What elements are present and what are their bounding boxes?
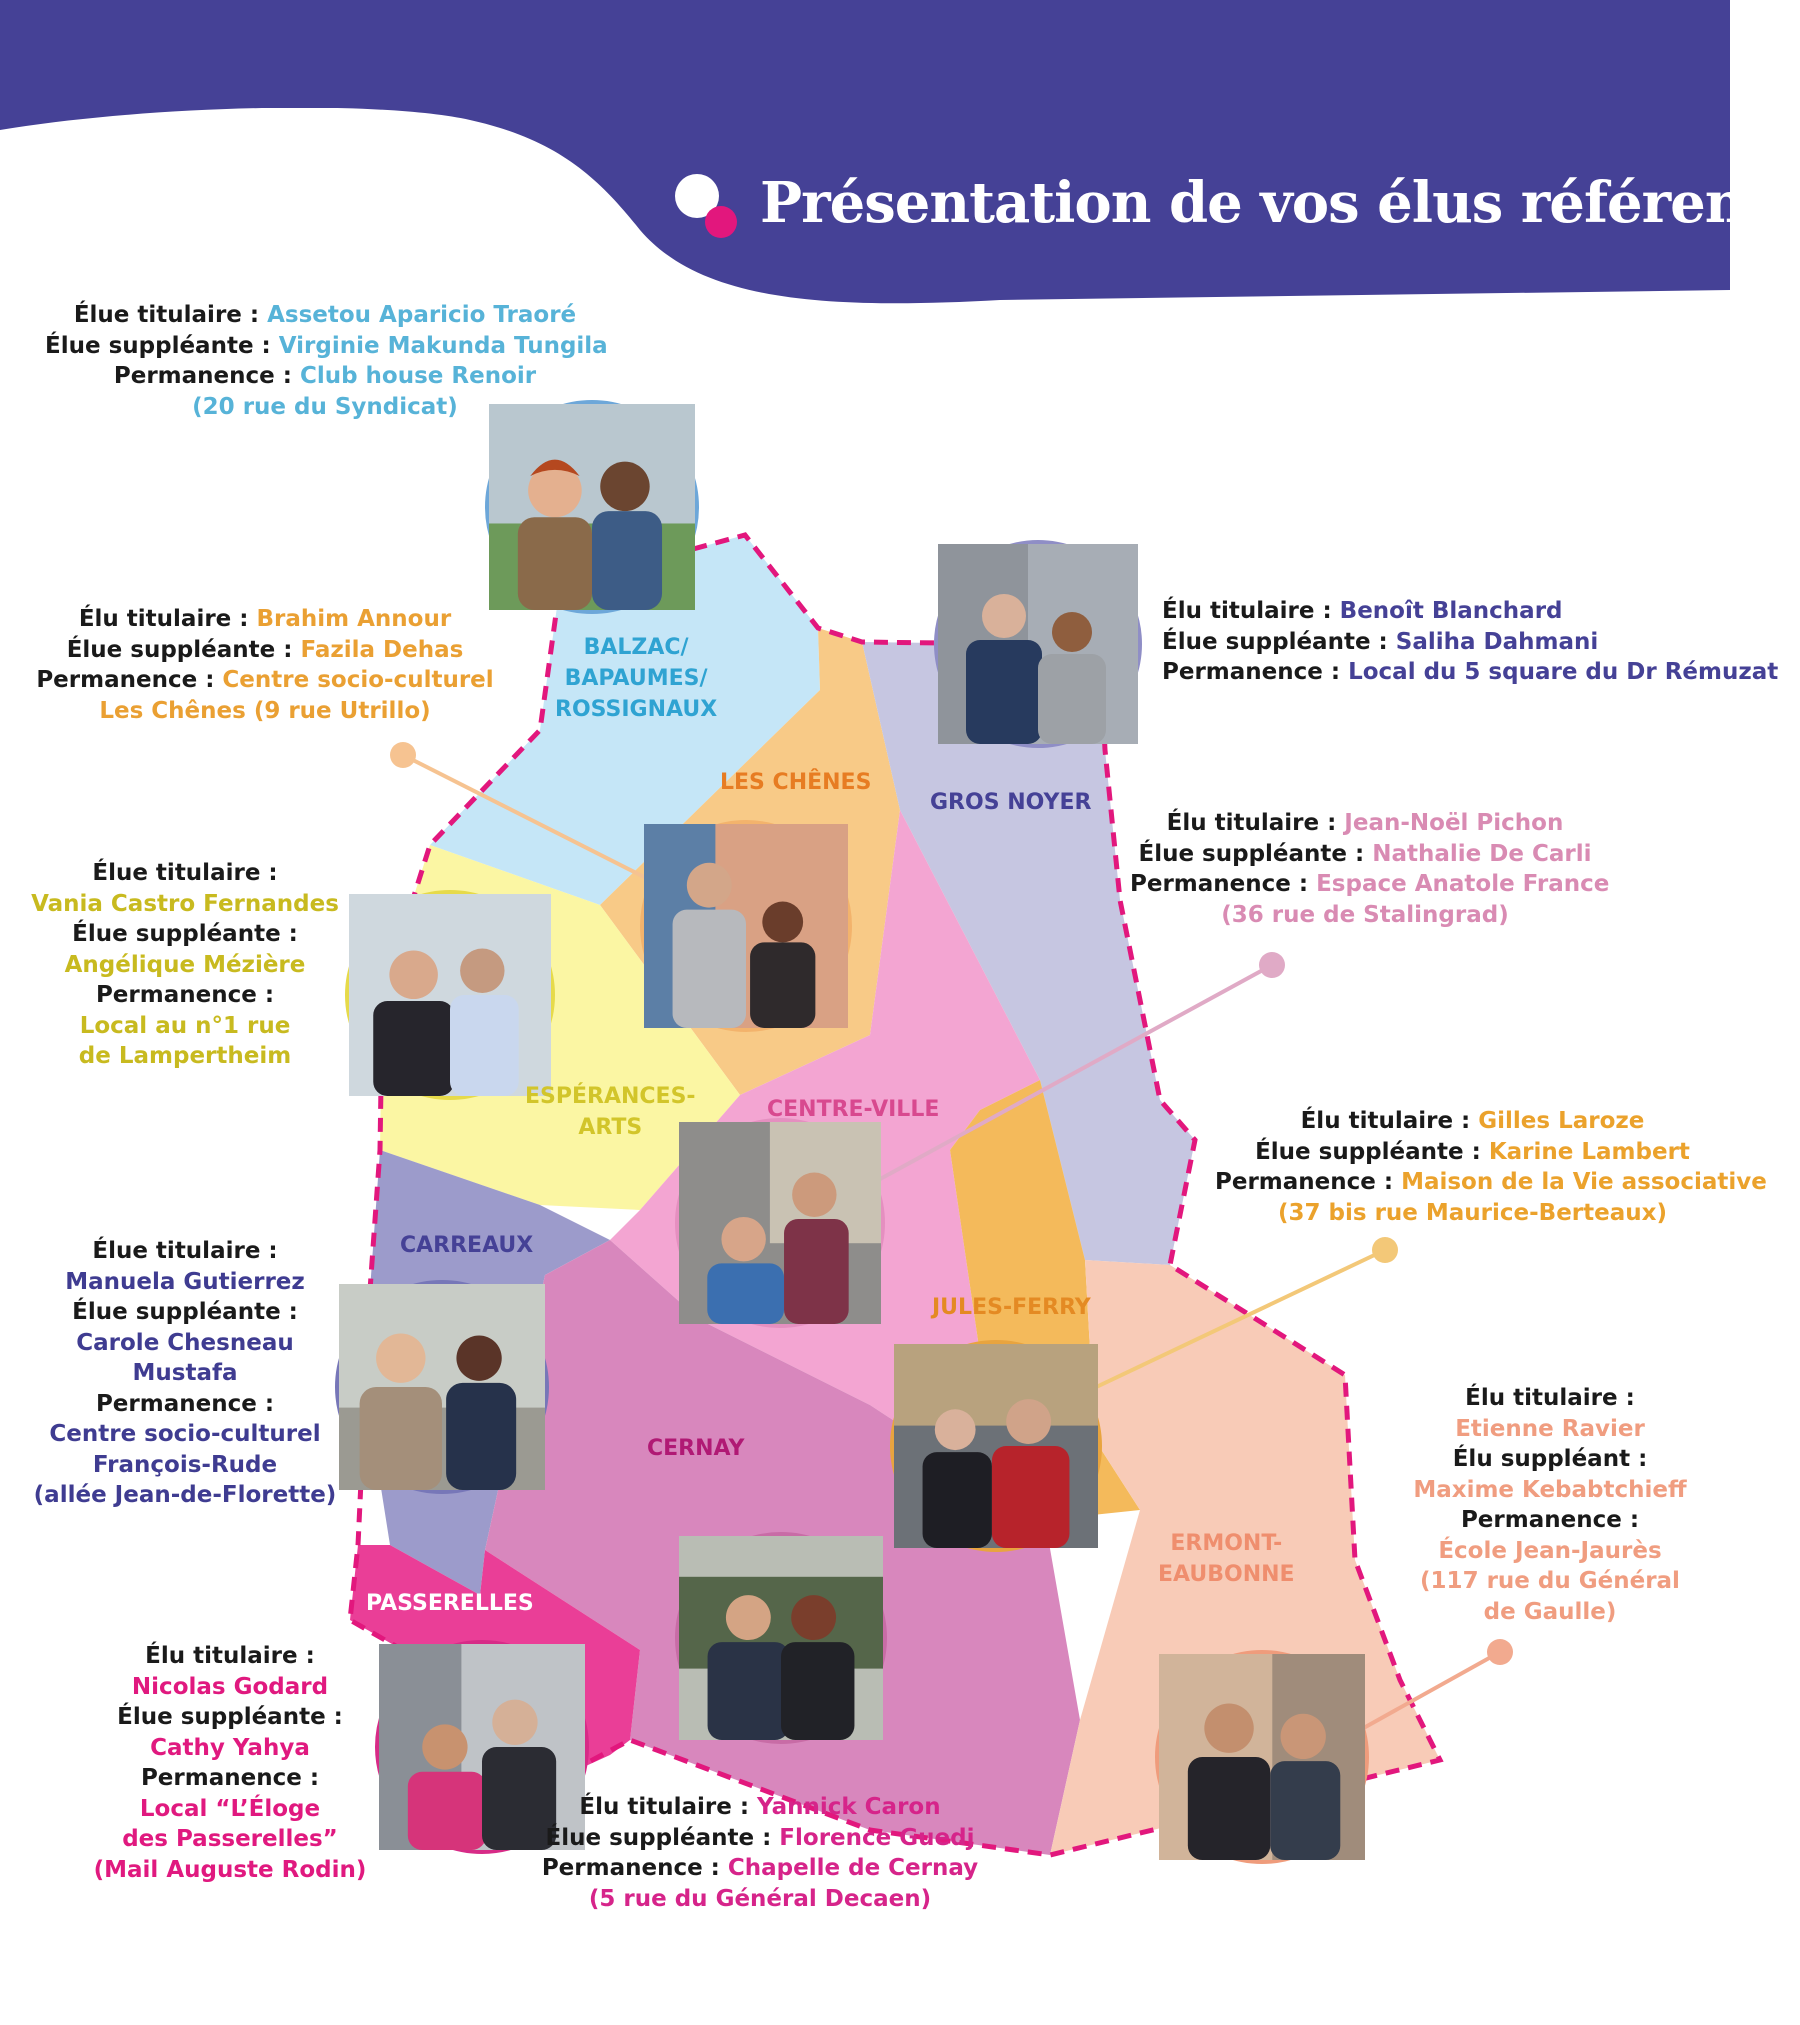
photo-jules-ferry [890,1340,1102,1552]
info-balzac: Élue titulaire : Assetou Aparicio Traoré Élue suppléante : Virginie Makunda Tungila Permanence : Club house Renoir (20 rue du Syndicat) [45,302,608,420]
zone-label-balzac: BALZAC/ BAPAUMES/ ROSSIGNAUX [555,635,718,722]
photo-ermont-eaubonne [1155,1650,1369,1864]
photo-centre-ville [675,1118,885,1328]
info-les-chenes: Élu titulaire : Brahim Annour Élue suppléante : Fazila Dehas Permanence : Centre socio-culturel Les Chênes (9 rue Utrillo) [36,606,494,724]
zone-label-passerelles: PASSERELLES [366,1591,534,1616]
info-passerelles: Élu titulaire : Nicolas Godard Élue suppléante : Cathy Yahya Permanence : Local “L’Éloge des Passerelles” (Mail Auguste Rodin) [93,1643,367,1883]
zone-label-les-chenes: LES CHÊNES [720,770,872,795]
info-carreaux: Élue titulaire : Manuela Gutierrez Élue suppléante : Carole Chesneau Mustafa Permanence : Centre socio-culturel François-Rude (allée Jean-de-Florette) [33,1238,337,1508]
info-gros-noyer: Élu titulaire : Benoît Blanchard Élue suppléante : Saliha Dahmani Permanence : Local du 5 square du Dr Rémuzat [1162,598,1779,685]
info-cernay: Élu titulaire : Yannick Caron Élue suppléante : Florence Guedj Permanence : Chapelle de Cernay (5 rue du Général Decaen) [541,1794,979,1912]
photo-esperances-arts [345,890,555,1100]
zone-label-cernay: CERNAY [647,1436,745,1461]
zone-label-carreaux: CARREAUX [400,1233,534,1258]
info-ermont-eaubonne: Élu titulaire : Etienne Ravier Élu suppléant : Maxime Kebabtchieff Permanence : École Jean-Jaurès (117 rue du Général de Gaulle) [1413,1385,1687,1625]
photo-gros-noyer [934,540,1142,748]
photo-cernay [675,1532,887,1744]
zone-label-centre-ville: CENTRE-VILLE [767,1097,940,1122]
photo-les-chenes [640,820,852,1032]
info-esperances-arts: Élue titulaire : Vania Castro Fernandes Élue suppléante : Angélique Mézière Permanence : Local au n°1 rue de Lampertheim [31,860,339,1069]
zone-label-gros-noyer: GROS NOYER [930,790,1092,815]
info-centre-ville: Élu titulaire : Jean-Noël Pichon Élue suppléante : Nathalie De Carli Permanence : Espace Anatole France (36 rue de Stalingrad) [1130,810,1610,928]
photo-balzac [485,400,699,614]
zone-label-ermont-eaubonne: ERMONT- EAUBONNE [1158,1531,1295,1587]
zone-label-jules-ferry: JULES-FERRY [932,1295,1091,1320]
zone-label-esperances-arts: ESPÉRANCES- ARTS [525,1084,696,1140]
header-banner [0,0,1730,303]
page-title: Présentation de vos élus référents [760,170,1800,236]
info-jules-ferry: Élu titulaire : Gilles Laroze Élue suppléante : Karine Lambert Permanence : Maison de la Vie associative (37 bis rue Maurice-Berteaux) [1215,1108,1767,1226]
photo-carreaux [335,1280,549,1494]
